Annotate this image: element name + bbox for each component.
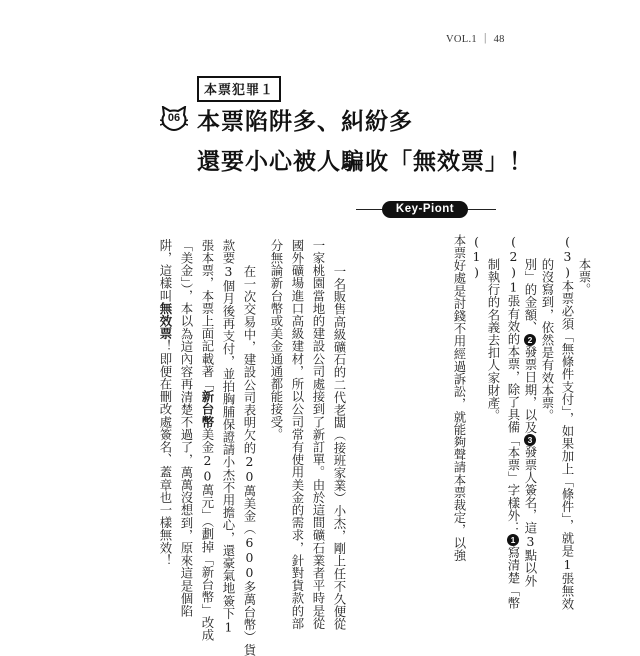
- keypoint-2-line2: [522, 258, 539, 587]
- keypoint-1-line1: 本票好處是討錢不用經過訴訟，就能夠聲請本票裁定，以強: [452, 234, 467, 562]
- keypoint-tab: Key-Piont: [382, 201, 468, 218]
- keypoint-3-line2: 本票。: [577, 258, 592, 296]
- body-para1-line4: 分無論新台幣或美金通通都能接受。: [269, 239, 284, 441]
- body-para2-line5: 阱，這樣叫無效票！即便在刪改處簽名、蓋章也一樣無效！: [158, 239, 173, 567]
- body-para2-line1: 在一次交易中，建設公司表明欠的20萬美金（600多萬台幣）貨: [242, 265, 257, 656]
- keypoint-2-item2: 發票日期，以及: [523, 345, 538, 434]
- page-number-header: VOL.1 ｜ 48: [446, 34, 505, 45]
- body-para1-line1: 一名販售高級礦石的二代老闆（接班家業）小杰，剛上任不久便從: [332, 265, 347, 631]
- chapter-title-line2: 還要小心被人騙收「無效票」！: [197, 149, 533, 175]
- chapter-number: 06: [167, 112, 181, 124]
- keypoint-2-item3: 發票人簽名，這3點以外: [523, 445, 538, 588]
- keypoint-2: [505, 234, 522, 609]
- emphasis-term: 無效票: [158, 302, 173, 340]
- keypoint-3-line1: 本票必須「無條件支付」，如果加上「條件」，就是1張無效: [560, 279, 575, 611]
- keypoint-3-marker: (3): [560, 234, 575, 280]
- keypoint-1-line2: 制執行的名義去扣人家財產。: [486, 258, 501, 422]
- keypoint-3: [559, 234, 576, 610]
- body-para2-line2: 款要3個月後再支付，並拍胸脯保證請小杰不用擔心，還豪氣地簽下1: [221, 239, 236, 635]
- keypoint-2-line3: 的沒寫到，依然是有效本票。: [540, 258, 555, 422]
- chapter-badge: [160, 106, 188, 132]
- body-para1-line2: 一家桃園當地的建設公司處接到了新訂單。由於這間礦石業者平時是從: [311, 239, 326, 630]
- keypoint-1: [451, 234, 485, 562]
- keypoint-1-marker: (1): [469, 234, 484, 280]
- circle-2-icon: 2: [525, 334, 535, 345]
- circle-1-icon: 1: [508, 535, 518, 546]
- keypoint-2-line1: 1張有效的本票，除了具備「本票」字樣外：: [506, 279, 521, 535]
- body-para2-line4: 「美金」），本以為這內容再清楚不過了，萬萬沒想到，原來這是個陷: [179, 239, 194, 618]
- chapter-title-line1: 本票陷阱多、糾紛多: [197, 109, 413, 135]
- keypoint-2-currency: 別」的金額、: [523, 258, 538, 334]
- body-para2-line3: 張本票，本票上面記載著「新台幣美金20萬元」（劃掉「新台幣」改成: [200, 239, 215, 642]
- series-label-box: 本票犯罪１: [197, 76, 281, 102]
- emphasis-term: 新台幣: [200, 390, 215, 429]
- keypoint-2-marker: (2): [506, 234, 521, 280]
- body-para1-line3: 國外礦場進口高級建材，所以公司常有使用美金的需求，針對貨款的部: [290, 239, 305, 630]
- circle-3-icon: 3: [525, 434, 535, 445]
- keypoint-2-item1: 寫清楚「幣: [506, 546, 521, 610]
